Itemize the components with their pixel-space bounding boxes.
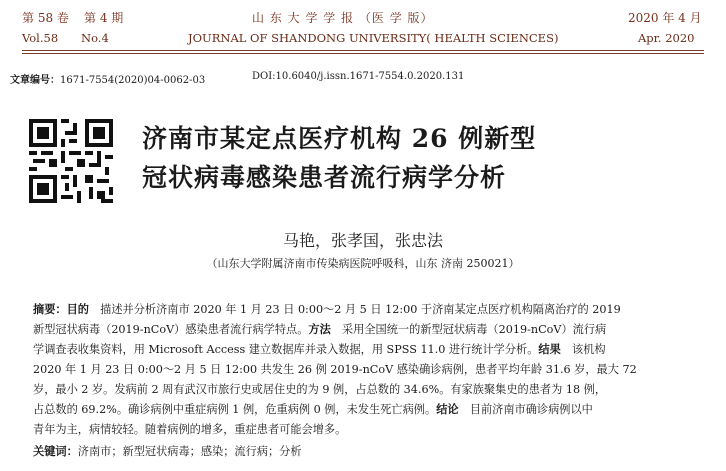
abstract-line-1: 摘要：目的 描述并分析济南市 2020 年 1 月 23 日 0:00～2 月 5 日 12:00 于济南某定点医疗机构隔离治疗的 2019 [33, 302, 621, 316]
volume-en: Vol.58 [22, 31, 59, 45]
article-number-label: 文章编号： [10, 75, 60, 86]
methods-label: 方法 [308, 322, 331, 336]
header-rule-top [22, 50, 704, 51]
objective-label: 目的 [66, 302, 89, 316]
abstract-line-2: 新型冠状病毒（2019-nCoV）感染患者流行病学特点。方法 采用全国统一的新型冠状病毒（2019-nCoV）流行病 [33, 322, 607, 336]
header-rule-bottom [22, 53, 704, 54]
results-label: 结果 [538, 342, 561, 356]
volume-cn: 第 58 卷 [22, 11, 69, 25]
abstract-line-3: 学调查表收集资料，用 Microsoft Access 建立数据库并录入数据，用 SPSS 11.0 进行统计学分析。结果 该机构 [33, 342, 606, 356]
journal-name-cn: 山 东 大 学 学 报 （医 学 版） [252, 11, 434, 25]
keywords [33, 442, 693, 462]
qr-code [29, 119, 113, 203]
date-cn: 2020 年 4 月 [628, 11, 702, 25]
issue-en: No.4 [81, 31, 109, 45]
title-line-2: 冠状病毒感染患者流行病学分析 [142, 163, 507, 192]
journal-name-en: JOURNAL OF SHANDONG UNIVERSITY( HEALTH SCIENCES) [188, 31, 559, 45]
issue-cn: 第 4 期 [84, 11, 124, 25]
article-number [10, 71, 205, 86]
abstract-line-4: 2020 年 1 月 23 日 0:00～2 月 5 日 12:00 共发生 26 例 2019-nCoV 感染确诊病例，患者平均年龄 31.6 岁，最大 72 [33, 363, 637, 376]
doi: DOI:10.6040/j.issn.1671-7554.0.2020.131 [252, 71, 465, 82]
abstract-label: 摘要： [33, 302, 67, 316]
conclusion-label: 结论 [436, 402, 459, 416]
date-en: Apr. 2020 [638, 31, 695, 45]
title-line-1: 济南市某定点医疗机构 26 例新型 [142, 124, 537, 153]
article-number-value: 1671-7554(2020)04-0062-03 [60, 75, 206, 86]
keywords-text: 济南市；新型冠状病毒；感染；流行病；分析 [77, 445, 302, 458]
journal-header [0, 0, 726, 54]
abstract-line-6: 占总数的 69.2%。确诊病例中重症病例 1 例，危重病例 0 例，未发生死亡病例。结论 目前济南市确诊病例以中 [33, 402, 593, 416]
keywords-label: 关键词： [33, 444, 78, 458]
affiliation: （山东大学附属济南市传染病医院呼吸科，山东 济南 250021） [206, 257, 520, 270]
abstract-line-7: 青年为主，病情较轻。随着病例的增多，重症患者可能会增多。 [33, 423, 347, 436]
abstract-line-5: 岁，最小 2 岁。发病前 2 周有武汉市旅行史或居住史的为 9 例，占总数的 34.6%。有家族聚集史的患者为 18 例， [33, 383, 607, 396]
authors: 马艳，张孝国，张忠法 [282, 231, 443, 250]
